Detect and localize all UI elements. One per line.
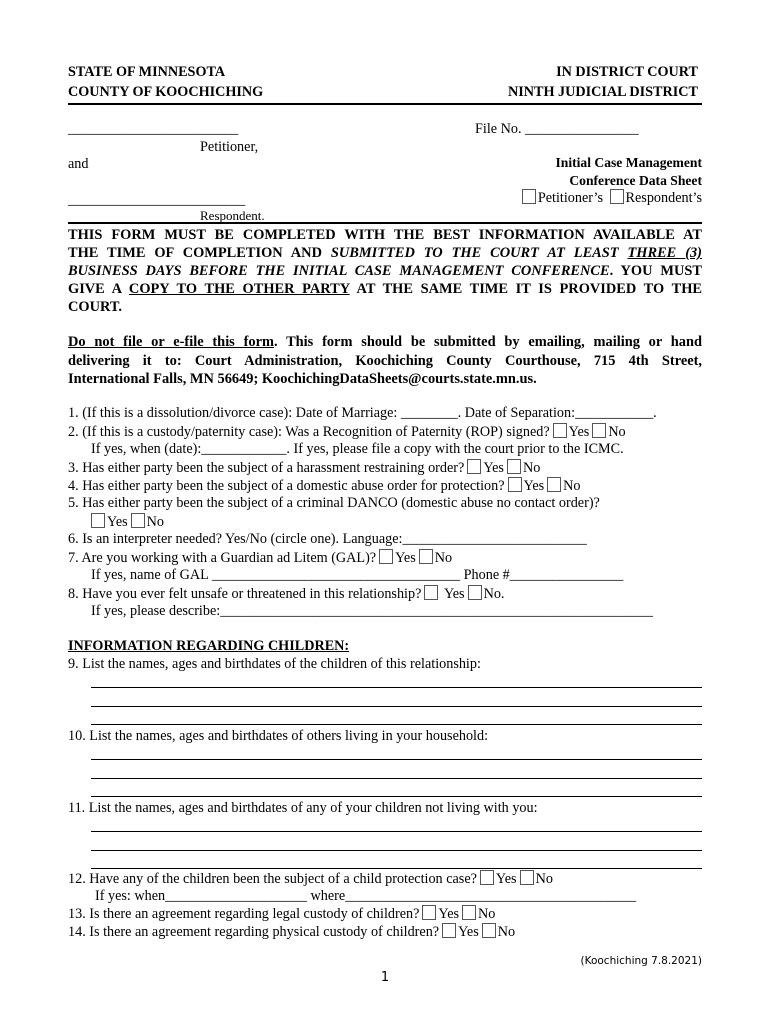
caption-divider [68, 222, 702, 224]
notice-line-4: GIVE A COPY TO THE OTHER PARTY AT THE SAME TIME IT IS PROVIDED TO THE [68, 281, 702, 297]
submitter-selector [519, 189, 702, 207]
q5-no-checkbox[interactable] [131, 513, 145, 528]
q3-no-checkbox[interactable] [507, 459, 521, 474]
question-6: 6. Is an interpreter needed? Yes/No (circle one). Language:__________________________ [68, 531, 587, 547]
q14-yes-checkbox[interactable] [442, 923, 456, 938]
question-4: 4. Has either party been the subject of a domestic abuse order for protection? Yes No [68, 478, 581, 494]
question-7-followup: If yes, name of GAL ___________________________________ Phone #________________ [91, 567, 624, 583]
petitioners-label: Petitioner’s [537, 190, 603, 206]
county-label: COUNTY OF KOOCHICHING [68, 84, 264, 100]
question-8-followup: If yes, please describe:_____________________________________________________________ [91, 603, 653, 619]
q10-answer-line[interactable] [91, 778, 702, 779]
petitioner-name-field[interactable]: ________________________ [68, 121, 239, 137]
delivery-line-3: International Falls, MN 56649; KoochichingDataSheets@courts.state.mn.us. [68, 371, 537, 387]
q5-yes-checkbox[interactable] [91, 513, 105, 528]
question-5: 5. Has either party been the subject of a criminal DANCO (domestic abuse no contact order)? [68, 495, 600, 511]
delivery-line-2: delivering it to: Court Administration, Koochiching County Courthouse, 715 4th Street, [68, 352, 702, 369]
question-5-answers: Yes No [88, 513, 164, 531]
q9-answer-line[interactable] [91, 724, 702, 725]
q13-yes-checkbox[interactable] [422, 905, 436, 920]
respondent-label: Respondent. [200, 208, 265, 223]
respondents-label: Respondent’s [625, 190, 702, 206]
question-9: 9. List the names, ages and birthdates of the children of this relationship: [68, 656, 481, 672]
q14-no-checkbox[interactable] [482, 923, 496, 938]
q2-yes-checkbox[interactable] [553, 423, 567, 438]
question-14: 14. Is there an agreement regarding physical custody of children? Yes No [68, 924, 516, 940]
q9-answer-line[interactable] [91, 687, 702, 688]
question-2: 2. (If this is a custody/paternity case): Was a Recognition of Paternity (ROP) signed? Yes No [68, 424, 626, 440]
form-version-label: (Koochiching 7.8.2021) [580, 955, 702, 967]
respondent-checkbox[interactable] [610, 189, 624, 204]
q4-yes-checkbox[interactable] [508, 477, 522, 492]
completion-notice [68, 226, 702, 316]
q4-no-checkbox[interactable] [547, 477, 561, 492]
question-3: 3. Has either party been the subject of a harassment restraining order? Yes No [68, 460, 541, 476]
notice-line-3: BUSINESS DAYS BEFORE THE INITIAL CASE MANAGEMENT CONFERENCE. YOU MUST [68, 263, 702, 279]
question-13: 13. Is there an agreement regarding legal custody of children? Yes No [68, 906, 496, 922]
district-label: NINTH JUDICIAL DISTRICT [508, 84, 698, 100]
q8-yes-checkbox[interactable] [424, 585, 438, 600]
page-number: 1 [380, 970, 390, 985]
notice-line-1: THIS FORM MUST BE COMPLETED WITH THE BEST INFORMATION AVAILABLE AT [68, 227, 702, 243]
question-8: 8. Have you ever felt unsafe or threatened in this relationship? Yes No. [68, 586, 505, 602]
q10-answer-line[interactable] [91, 796, 702, 797]
notice-line-5: COURT. [68, 299, 122, 315]
question-12: 12. Have any of the children been the subject of a child protection case? Yes No [68, 871, 553, 887]
petitioner-checkbox[interactable] [522, 189, 536, 204]
question-12-followup: If yes: when____________________ where_________________________________________ [95, 888, 637, 904]
question-10: 10. List the names, ages and birthdates of others living in your household: [68, 728, 489, 744]
q12-yes-checkbox[interactable] [480, 870, 494, 885]
respondent-name-field[interactable]: _________________________ [68, 192, 246, 208]
q10-answer-line[interactable] [91, 759, 702, 760]
q11-answer-line[interactable] [91, 831, 702, 832]
q12-no-checkbox[interactable] [520, 870, 534, 885]
court-label: IN DISTRICT COURT [556, 64, 698, 80]
petitioner-label: Petitioner, [200, 139, 259, 155]
file-number-field[interactable]: File No. ________________ [475, 121, 639, 137]
question-1: 1. (If this is a dissolution/divorce case): Date of Marriage: ________. Date of Separation:___________. [68, 405, 657, 421]
q8-no-checkbox[interactable] [468, 585, 482, 600]
q7-no-checkbox[interactable] [419, 549, 433, 564]
q11-answer-line[interactable] [91, 868, 702, 869]
q2-no-checkbox[interactable] [592, 423, 606, 438]
state-label: STATE OF MINNESOTA [68, 64, 226, 80]
and-label: and [68, 156, 89, 172]
q13-no-checkbox[interactable] [462, 905, 476, 920]
delivery-line-1: Do not file or e-file this form. This form should be submitted by emailing, mailing or hand [68, 334, 702, 350]
question-11: 11. List the names, ages and birthdates of any of your children not living with you: [68, 800, 538, 816]
form-title-line-2: Conference Data Sheet [569, 173, 702, 188]
q7-yes-checkbox[interactable] [379, 549, 393, 564]
q11-answer-line[interactable] [91, 850, 702, 851]
children-section-heading: INFORMATION REGARDING CHILDREN: [68, 638, 350, 654]
notice-line-2: THE TIME OF COMPLETION AND SUBMITTED TO THE COURT AT LEAST THREE (3) [68, 245, 702, 261]
delivery-instructions [68, 333, 702, 389]
q9-answer-line[interactable] [91, 706, 702, 707]
question-2-followup: If yes, when (date):____________. If yes, please file a copy with the court prior to the ICMC. [91, 441, 624, 457]
header-divider [68, 103, 702, 105]
form-title-line-1: Initial Case Management [555, 155, 702, 170]
q3-yes-checkbox[interactable] [467, 459, 481, 474]
question-7: 7. Are you working with a Guardian ad Litem (GAL)? Yes No [68, 550, 453, 566]
